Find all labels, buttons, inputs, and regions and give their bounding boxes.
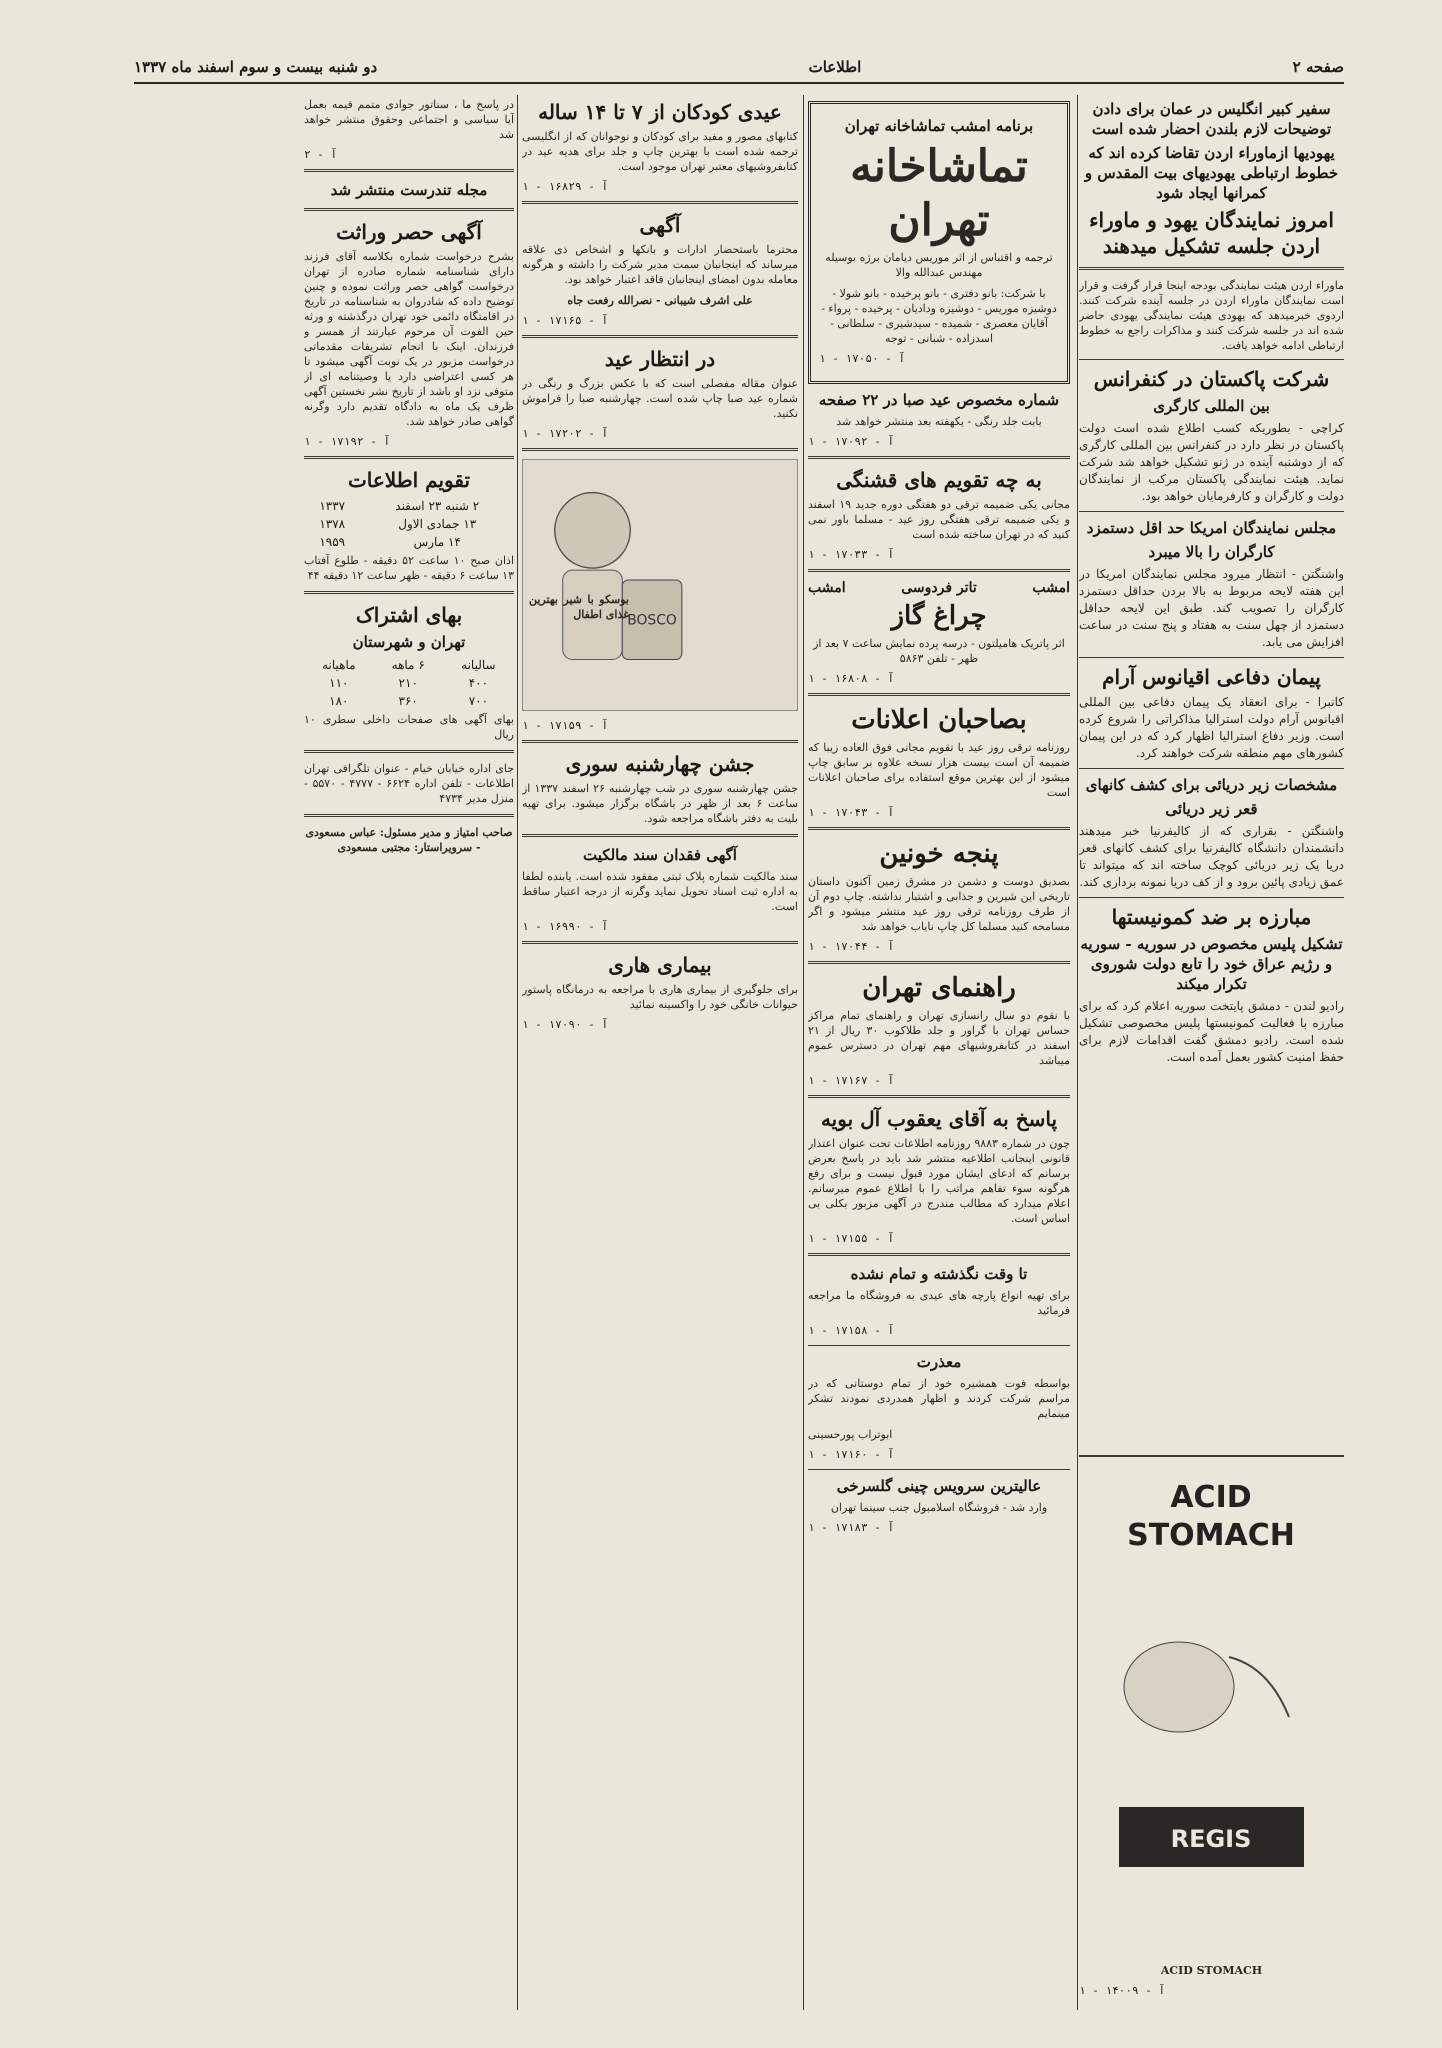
- divider: [1079, 897, 1344, 898]
- subscription-headline: بهای اشتراک: [355, 603, 463, 627]
- porcelain-headline: عالیترین سرویس چینی گلسرخی: [836, 1477, 1042, 1495]
- issue-date: دو شنبه بیست و سوم اسفند ماه ۱۳۳۷: [134, 58, 378, 76]
- divider: [522, 335, 798, 338]
- calendar-table: [304, 497, 514, 551]
- theatre-play: چراغ گاز: [891, 601, 987, 631]
- top-headline: سفیر کبیر انگلیس در عمان برای دادن توضیحات لازم بلندن احضار شده است: [1091, 100, 1332, 138]
- theatre-ref: آ - ۱۶۸۰۸ - ۱: [808, 672, 895, 685]
- shop-body: برای تهیه انواع پارچه های عیدی به فروشگاه ما مراجعه فرمائید: [808, 1289, 1070, 1317]
- submarine-subheadline: قعر زیر دریائی: [1165, 800, 1258, 818]
- reply-body: چون در شماره ۹۸۸۳ روزنامه اطلاعات تحت عنوان اعتذار قانونی اینجانب اطلاعیه منتشر شد باید در پاسخ بعرض برسانم که ادعای ایشان مورد قبول نیست و برای رفع هرگونه سوء تفاهم مراتب را با اطلاع عموم میرسانم. اعلام میدارد که مطالب مندرج در آگهی مزبور بکلی بی اساس است.: [808, 1137, 1070, 1225]
- acid-ad-ref: آ - ۱۴۰۰۹ - ۱: [1079, 1984, 1166, 1997]
- sub-cell: سالیانه: [461, 658, 496, 672]
- calendar-title: تقویم اطلاعات: [347, 468, 471, 492]
- address: جای اداره خیابان خیام - عنوان تلگرافی تهران اطلاعات - تلفن اداره ۶۶۲۴ - ۴۷۷۷ - ۵۵۷۰ - منزل مدیر ۴۷۳۴: [304, 762, 514, 805]
- advertisers-headline: بصاحبان اعلانات: [851, 705, 1027, 735]
- submarine-body: واشنگتن - بقراری که از کالیفرنیا خبر میدهند دانشمندان دانشگاه کالیفرنیا برای کشف کانهای قعر دریا یک زیر دریائی کوچک ساخته اند که میتواند تا عمق زیادی پائین برود و از کف دریا نمونه برداری کند.: [1079, 824, 1344, 889]
- baby-text: بوسکو با شیر بهترین غذای اطفال: [529, 593, 629, 621]
- guide-body: با نقوم دو سال رانسازی تهران و راهنمای تمام مراکز حساس تهران با گراور و جلد طلاکوب ۳۰ ریال از ۲۱ اسفند در کتابفروشیهای مهم تهران در دسترس عموم میباشد: [808, 1009, 1070, 1067]
- theatre-tonight: امشب: [1032, 580, 1070, 596]
- wait-headline: در انتظار عید: [604, 347, 716, 371]
- sub-cell: ماهیانه: [322, 658, 356, 672]
- column-rule: [1077, 95, 1078, 2010]
- calendar-ref: آ - ۱۷۰۳۳ - ۱: [808, 548, 895, 561]
- us-headline: مجلس نمایندگان امریکا حد اقل دستمزد: [1086, 519, 1337, 537]
- column-rule: [517, 95, 518, 2010]
- divider: [808, 569, 1070, 572]
- sub-cell: ۶ ماهه: [391, 658, 425, 672]
- pakistan-headline: شرکت پاکستان در کنفرانس: [1093, 367, 1330, 391]
- disease-ref: آ - ۱۷۰۹۰ - ۱: [522, 1018, 609, 1031]
- divider: [808, 961, 1070, 964]
- loss-body: سند مالکیت شماره پلاک ثبتی مفقود شده است. یابنده لطفا به اداره ثبت اسناد تحویل نماید وگرنه از درجه اعتبار ساقط است.: [522, 870, 798, 913]
- theatre-logo: تماشاخانه تهران: [850, 141, 1028, 246]
- calendar-headline: به چه تقویم های قشنگی: [836, 468, 1042, 492]
- small1: در پاسخ ما ، سناتور جوادی متمم قیمه بعمل آیا سیاسی و اجتماعی وحقوق منتشر خواهد شد: [304, 98, 514, 141]
- shop-ref: آ - ۱۷۱۵۸ - ۱: [808, 1324, 895, 1337]
- guide-ref: آ - ۱۷۱۶۷ - ۱: [808, 1074, 895, 1087]
- column-ads-2: [808, 95, 1070, 2010]
- cal-cell: ۱۳۷۸: [319, 517, 346, 531]
- ad-title-graphic: ACID: [1170, 1480, 1252, 1515]
- divider: [304, 814, 514, 817]
- loss-headline: آگهی فقدان سند مالکیت: [583, 846, 737, 864]
- baby-ref: آ - ۱۷۱۵۹ - ۱: [522, 719, 609, 732]
- table-row: [304, 656, 514, 674]
- mag-headline: مجله تندرست منتشر شد: [330, 181, 488, 199]
- subscription-note: بهای آگهی های صفحات داخلی سطری ۱۰ ریال: [304, 713, 514, 741]
- divider: [1079, 657, 1344, 658]
- eid-headline: عیدی کودکان از ۷ تا ۱۴ ساله: [538, 100, 782, 124]
- pacific-headline: پیمان دفاعی اقیانوس آرام: [1102, 665, 1321, 689]
- cal-cell: ۱۴ مارس: [413, 535, 461, 549]
- inheritance-ref: آ - ۱۷۱۹۲ - ۱: [304, 435, 391, 448]
- acid-ad-text: ACID STOMACH: [1160, 1964, 1263, 1977]
- notice-ref: آ - ۱۷۱۶۵ - ۱: [522, 314, 609, 327]
- apology-ref: آ - ۱۷۱۶۰ - ۱: [808, 1448, 895, 1461]
- divider: [522, 941, 798, 944]
- wait-body: عنوان مقاله مفصلی است که با عکس بزرگ و رنگی در شماره عید صبا چاپ شده است. چهارشنبه صبا را فراموش نکنید.: [522, 377, 798, 420]
- communist-headline: مبارزه بر ضد کمونیستها: [1111, 905, 1312, 929]
- pacific-body: کانبرا - برای انعقاد یک پیمان دفاعی بین المللی اقیانوس آرام دولت استرالیا مذاکراتی را شروع کرده است. وزیر دفاع استرالیا اظهار کرد که در این پیمان کشورهای مهم منطقه شرکت خواهند کرد.: [1079, 695, 1344, 760]
- pakistan-subheadline: بین المللی کارگری: [1153, 397, 1270, 415]
- sub-cell: ۷۰۰: [468, 694, 489, 708]
- divider: [304, 750, 514, 753]
- masthead: [134, 52, 1344, 84]
- notice-headline: آگهی: [639, 213, 681, 237]
- divider: [808, 827, 1070, 830]
- eid-ref: آ - ۱۶۸۲۹ - ۱: [522, 180, 609, 193]
- theatre-label: تاتر فردوسی: [901, 580, 977, 596]
- porcelain-ref: آ - ۱۷۱۸۳ - ۱: [808, 1521, 895, 1534]
- table-row: [304, 533, 514, 551]
- svg-text:REGIS: REGIS: [1170, 1825, 1252, 1853]
- cal-cell: ۱۳ جمادی الاول: [398, 517, 477, 531]
- saba-headline: شماره مخصوص عید صبا در ۲۲ صفحه: [818, 391, 1060, 409]
- program-ref: آ - ۱۷۰۵۰ - ۱: [819, 352, 906, 365]
- pakistan-body: کراچی - بطوریکه کسب اطلاع شده است دولت پاکستان در نظر دارد در کنفرانس بین المللی کارگری که از دوشنبه آینده در ژنو تشکیل خواهد شد شرکت نماید. هیئت نمایندگی پاکستان مرکب از نمایندگان دولت و کارگران و کارفرمایان خواهد بود.: [1079, 421, 1344, 503]
- baby-illustration-icon: [523, 460, 797, 710]
- eid-body: کتابهای مصور و مفید برای کودکان و نوجوانان که از انگلیسی ترجمه شده است با بهترین چاپ و جلد برای هدیه عید در کتابفروشیهای معتبر تهران موجود است.: [522, 130, 798, 173]
- communist-body: رادیو لندن - دمشق پایتخت سوریه اعلام کرد که برای مبارزه با فعالیت کمونیستها پلیس مخصوصی تشکیل شده است. رادیو دمشق گفت اقدامات لازم برای حفظ امنیت کشور بعمل آمده است.: [1079, 999, 1344, 1064]
- divider: [304, 208, 514, 211]
- divider: [304, 169, 514, 172]
- us-body: واشنگتن - انتظار میرود مجلس نمایندگان امریکا در این هفته لایحه مربوط به بالا بردن حداقل دستمزد کارگران را تصویب کند. طبق این لایحه حداقل دستمزد از چهل سنت به هفتاد و پنج سنت در ساعت افزایش می یابد.: [1079, 567, 1344, 649]
- sidebar-text: ماوراء اردن هیئت نمایندگی بودجه اینجا قرار گرفت و قرار است نمایندگان ماوراء اردن در جلسه آینده شرکت کنند. اردوی خبرمیدهد که یهودی هیئت نمایندگی یهودی حاضر شده اند در جلسه شرکت کنند و مذاکرات راجع به خطوط ارتباطی ادامه خواهد یافت.: [1079, 279, 1344, 352]
- us-subheadline: کارگران را بالا میبرد: [1148, 543, 1275, 561]
- program-cast: با شرکت: بانو دفتری - بانو پرخیده - بانو شولا - دوشیزه موریس - دوشیزه ودادیان - پرخیده - پرواء - آقایان معصری - شمیده - سیدشیری - سلطانی - اسدزاده - شبانی - توجه: [821, 287, 1057, 345]
- apology-sign: ابوتراب پورحسینی: [808, 1428, 893, 1441]
- divider: [522, 740, 798, 743]
- fire-body: جشن چهارشنبه سوری در شب چهارشنبه ۲۶ اسفند ۱۳۳۷ از ساعت ۶ بعد از ظهر در باشگاه برگزار میشود. برای تهیه بلیت به دفتر باشگاه مراجعه شود.: [522, 782, 798, 825]
- divider: [808, 693, 1070, 696]
- reply-headline: پاسخ به آقای یعقوب آل بویه: [820, 1107, 1058, 1131]
- apology-headline: معذرت: [916, 1353, 962, 1371]
- advertisers-ref: آ - ۱۷۰۴۳ - ۱: [808, 806, 895, 819]
- theatre-tonight-2: امشب: [808, 580, 846, 596]
- divider: [1079, 768, 1344, 769]
- theatre-program-box: [808, 101, 1070, 384]
- signature: صاحب امتیاز و مدیر مسئول: عباس مسعودی - سرویراستار: مجتبی مسعودی: [305, 826, 513, 854]
- svg-text:STOMACH: STOMACH: [1127, 1518, 1295, 1553]
- cal-cell: ۲ شنبه ۲۳ اسفند: [395, 499, 480, 513]
- divider: [808, 1095, 1070, 1098]
- shop-headline: تا وقت نگذشته و تمام نشده: [850, 1265, 1028, 1283]
- divider: [808, 1253, 1070, 1256]
- baby-food-ad: [522, 459, 798, 711]
- sub-cell: ۴۰۰: [468, 676, 489, 690]
- table-row: [304, 515, 514, 533]
- sub-cell: ۱۱۰: [329, 676, 349, 690]
- sub-cell: ۲۱۰: [398, 676, 418, 690]
- subscription-table: [304, 656, 514, 710]
- porcelain-body: وارد شد - فروشگاه اسلامبول جنب سینما تهران: [830, 1501, 1048, 1514]
- cal-cell: ۱۳۳۷: [319, 499, 346, 513]
- divider: [808, 1345, 1070, 1346]
- column-info-4: [304, 95, 514, 2010]
- sub-cell: ۱۸۰: [329, 694, 349, 708]
- notice-body: محترما باستحضار ادارات و بانکها و اشخاص ذی علاقه میرساند که اینجانبان سمت مدیر شرکت را داشته و هرگونه معامله بدون امضای اینجانبان فاقد اعتبار خواهد بود.: [522, 243, 798, 286]
- page-number: صفحه ۲: [1292, 58, 1344, 76]
- wait-ref: آ - ۱۷۲۰۲ - ۱: [522, 427, 609, 440]
- submarine-headline: مشخصات زیر دریائی برای کشف کانهای: [1085, 776, 1338, 794]
- divider: [808, 456, 1070, 459]
- reply-ref: آ - ۱۷۱۵۵ - ۱: [808, 1232, 895, 1245]
- column-ads-3: [522, 95, 798, 2010]
- inheritance-body: بشرح درخواست شماره بکلاسه آقای فرزند دارای شناسنامه شماره صادره از تهران درخواست گواهی حصر وراثت نموده و چنین توضیح داده که شادروان به شناسنامه در تاریخ در اقامتگاه دائمی خود تهران درگذشته و ورثه حین الفوت آن مرحوم عبارتند از همسر و فرزندان. اینک با انجام تشریفات مقدماتی درخواست مزبور در یک نوبت آگهی میشود تا هر کسی اعتراضی دارد یا وصیتنامه ای از متوفی نزد او باشد از تاریخ نشر نخستین آگهی ظرف یک ماه به دادگاه تقدیم دارد وگرنه گواهی صادر خواهد شد.: [304, 250, 514, 428]
- apology-body: بواسطه فوت همشیره خود از تمام دوستانی که در مراسم شرکت کردند و اظهار همدردی نمودند تشکر مینمایم: [808, 1377, 1070, 1420]
- divider: [1079, 511, 1344, 512]
- table-row: [304, 497, 514, 515]
- subscription-subheadline: تهران و شهرستان: [352, 633, 466, 651]
- loss-ref: آ - ۱۶۹۹۰ - ۱: [522, 920, 609, 933]
- panje-headline: پنجه خونین: [879, 839, 999, 869]
- divider: [522, 448, 798, 451]
- sub-cell: ۳۶۰: [398, 694, 418, 708]
- guide-headline: راهنمای تهران: [862, 973, 1016, 1003]
- calendar-times: اذان صبح ۱۰ ساعت ۵۲ دقیقه - طلوع آفتاب ۱۳ ساعت ۶ دقیقه - ظهر ساعت ۱۲ دقیقه ۴۴: [304, 554, 514, 582]
- fire-headline: جشن چهارشنبه سوری: [565, 752, 755, 776]
- advertisers-body: روزنامه ترقی روز عید با تقویم مجانی فوق العاده زیبا که ضمیمه آن است بیست هزار نسخه علاوه بر سابق چاپ میشود از این بهترین موقع استفاده برای صاحبان اعلانات است: [808, 741, 1070, 799]
- divider: [304, 591, 514, 594]
- divider: [808, 1469, 1070, 1470]
- program-sub: ترجمه و اقتباس از اثر موریس دیامان برژه بوسیله مهندس عبدالله والا: [825, 251, 1053, 279]
- panje-ref: آ - ۱۷۰۴۴ - ۱: [808, 940, 895, 953]
- main-headline: امروز نمایندگان یهود و ماوراء اردن جلسه تشکیل میدهند: [1089, 208, 1334, 258]
- column-rule: [803, 95, 804, 2010]
- communist-subheadline: تشکیل پلیس مخصوص در سوریه - سوریه و رژیم عراق خود را تابع دولت شوروی تکرار میکند: [1080, 935, 1343, 993]
- top-subheadline: یهودیها ازماوراء اردن تقاضا کرده اند که خطوط ارتباطی یهودیهای بیت المقدس و کمرانها ایجاد شود: [1084, 144, 1339, 202]
- inheritance-headline: آگهی حصر وراثت: [336, 220, 482, 244]
- stomach-illustration-icon: [1079, 1457, 1344, 1957]
- saba-ref: آ - ۱۷۰۹۲ - ۱: [808, 435, 895, 448]
- cal-cell: ۱۹۵۹: [319, 535, 346, 549]
- disease-body: برای جلوگیری از بیماری هاری با مراجعه به درمانگاه پاستور حیوانات خانگی خود را واکسینه نمائید: [522, 983, 798, 1011]
- saba-body: بابت جلد رنگی - یکهفته بعد منتشر خواهد شد: [836, 415, 1042, 428]
- paper-name: اطلاعات: [808, 58, 862, 76]
- theatre-header: [808, 580, 1070, 596]
- divider: [522, 834, 798, 837]
- table-row: [304, 674, 514, 692]
- divider: [1079, 359, 1344, 360]
- small1-ref: آ - ۲: [304, 148, 338, 161]
- notice-sign: علی اشرف شیبانی - نصرالله رفعت جاه: [567, 294, 753, 307]
- calendar-body: مجانی یکی ضمیمه ترقی دو هفتگی دوره جدید ۱۹ اسفند و یکی ضمیمه ترقی هفتگی روز عید - مسلما باور نمی کنید که در تهران ساخته شده است: [808, 498, 1070, 541]
- disease-headline: بیماری هاری: [608, 953, 712, 977]
- program-title: برنامه امشب تماشاخانه تهران: [844, 117, 1034, 135]
- divider: [1079, 267, 1344, 270]
- theatre-body: اثر پاتریک هامیلتون - درسه پرده نمایش ساعت ۷ بعد از ظهر - تلفن ۵۸۶۳: [813, 637, 1065, 665]
- panje-body: بصدیق دوست و دشمن در مشرق زمین آکنون داستان تاریخی این شیرین و جذابی و اشتبار نداشته. چاپ دوم آن از طرف روزنامه ترقی روز عید منتشر میشود و اگر مسامحه کنید مسلما کل چاپ نایاب خواهد شد: [808, 875, 1070, 933]
- acid-ad: [1079, 1455, 1344, 2012]
- table-row: [304, 692, 514, 710]
- divider: [304, 456, 514, 459]
- svg-text:BOSCO: BOSCO: [627, 612, 677, 629]
- divider: [522, 201, 798, 204]
